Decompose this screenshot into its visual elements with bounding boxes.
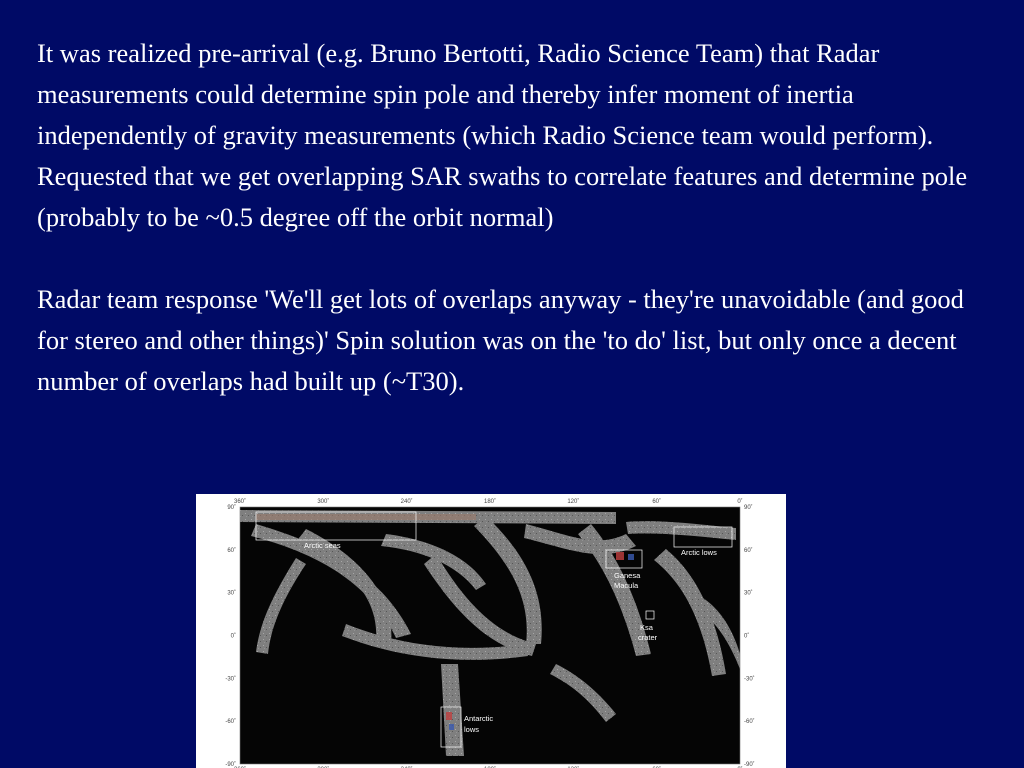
left-tick-label: 60˚ — [227, 547, 236, 554]
label-arctic-seas: Arctic seas — [304, 541, 341, 550]
left-tick-label: 0˚ — [230, 633, 236, 640]
left-tick-label: -30˚ — [225, 676, 236, 683]
label-antarctic-1: Antarctic — [464, 714, 494, 723]
slide-text — [37, 33, 997, 402]
label-arctic-lows: Arctic lows — [681, 548, 717, 557]
label-antarctic-2: lows — [464, 725, 480, 734]
top-tick-label: 300˚ — [317, 499, 330, 505]
top-tick-label: 180˚ — [483, 499, 497, 505]
right-tick-label: -60˚ — [744, 719, 755, 726]
left-tick-label: -90˚ — [225, 762, 236, 768]
label-ksa-1: Ksa — [640, 623, 653, 632]
titan-radar-swath-map — [196, 494, 786, 768]
top-tick-label: 60˚ — [652, 499, 662, 505]
top-axis — [234, 498, 743, 505]
right-tick-label: 60˚ — [744, 547, 753, 554]
top-tick-label: 360˚ — [233, 499, 247, 505]
left-tick-label: 30˚ — [227, 590, 236, 597]
left-tick-label: -60˚ — [225, 719, 236, 726]
top-tick-label: 120˚ — [567, 499, 580, 505]
right-tick-label: -30˚ — [744, 676, 755, 683]
top-tick-label: 0˚ — [737, 499, 743, 505]
right-tick-label: 0˚ — [744, 633, 750, 640]
label-ksa-2: crater — [638, 633, 658, 642]
top-tick-label: 240˚ — [400, 499, 413, 505]
paragraph-2: Radar team response 'We'll get lots of overlaps anyway - they're unavoidable (and good for stereo and other things)' Spin solution was on the 'to do' list, but only once a decent number of overlaps had built up (~T30). — [37, 284, 964, 396]
right-tick-label: 90˚ — [744, 505, 753, 511]
right-tick-label: -90˚ — [744, 762, 755, 768]
left-tick-label: 90˚ — [227, 505, 236, 511]
paragraph-1: It was realized pre-arrival (e.g. Bruno Bertotti, Radio Science Team) that Radar measurements could determine spin pole and thereby infer moment of inertia independently of gravity measurements (which Radio Science team would perform). Requested that we get overlapping SAR swaths to correlate features and determine pole (probably to be ~0.5 degree off the orbit normal) — [37, 38, 968, 232]
label-ganesa-2: Macula — [614, 581, 639, 590]
map-svg — [196, 494, 786, 768]
right-axis — [744, 504, 755, 768]
right-tick-label: 30˚ — [744, 590, 753, 597]
label-ganesa-1: Ganesa — [614, 571, 641, 580]
left-axis — [225, 504, 236, 768]
